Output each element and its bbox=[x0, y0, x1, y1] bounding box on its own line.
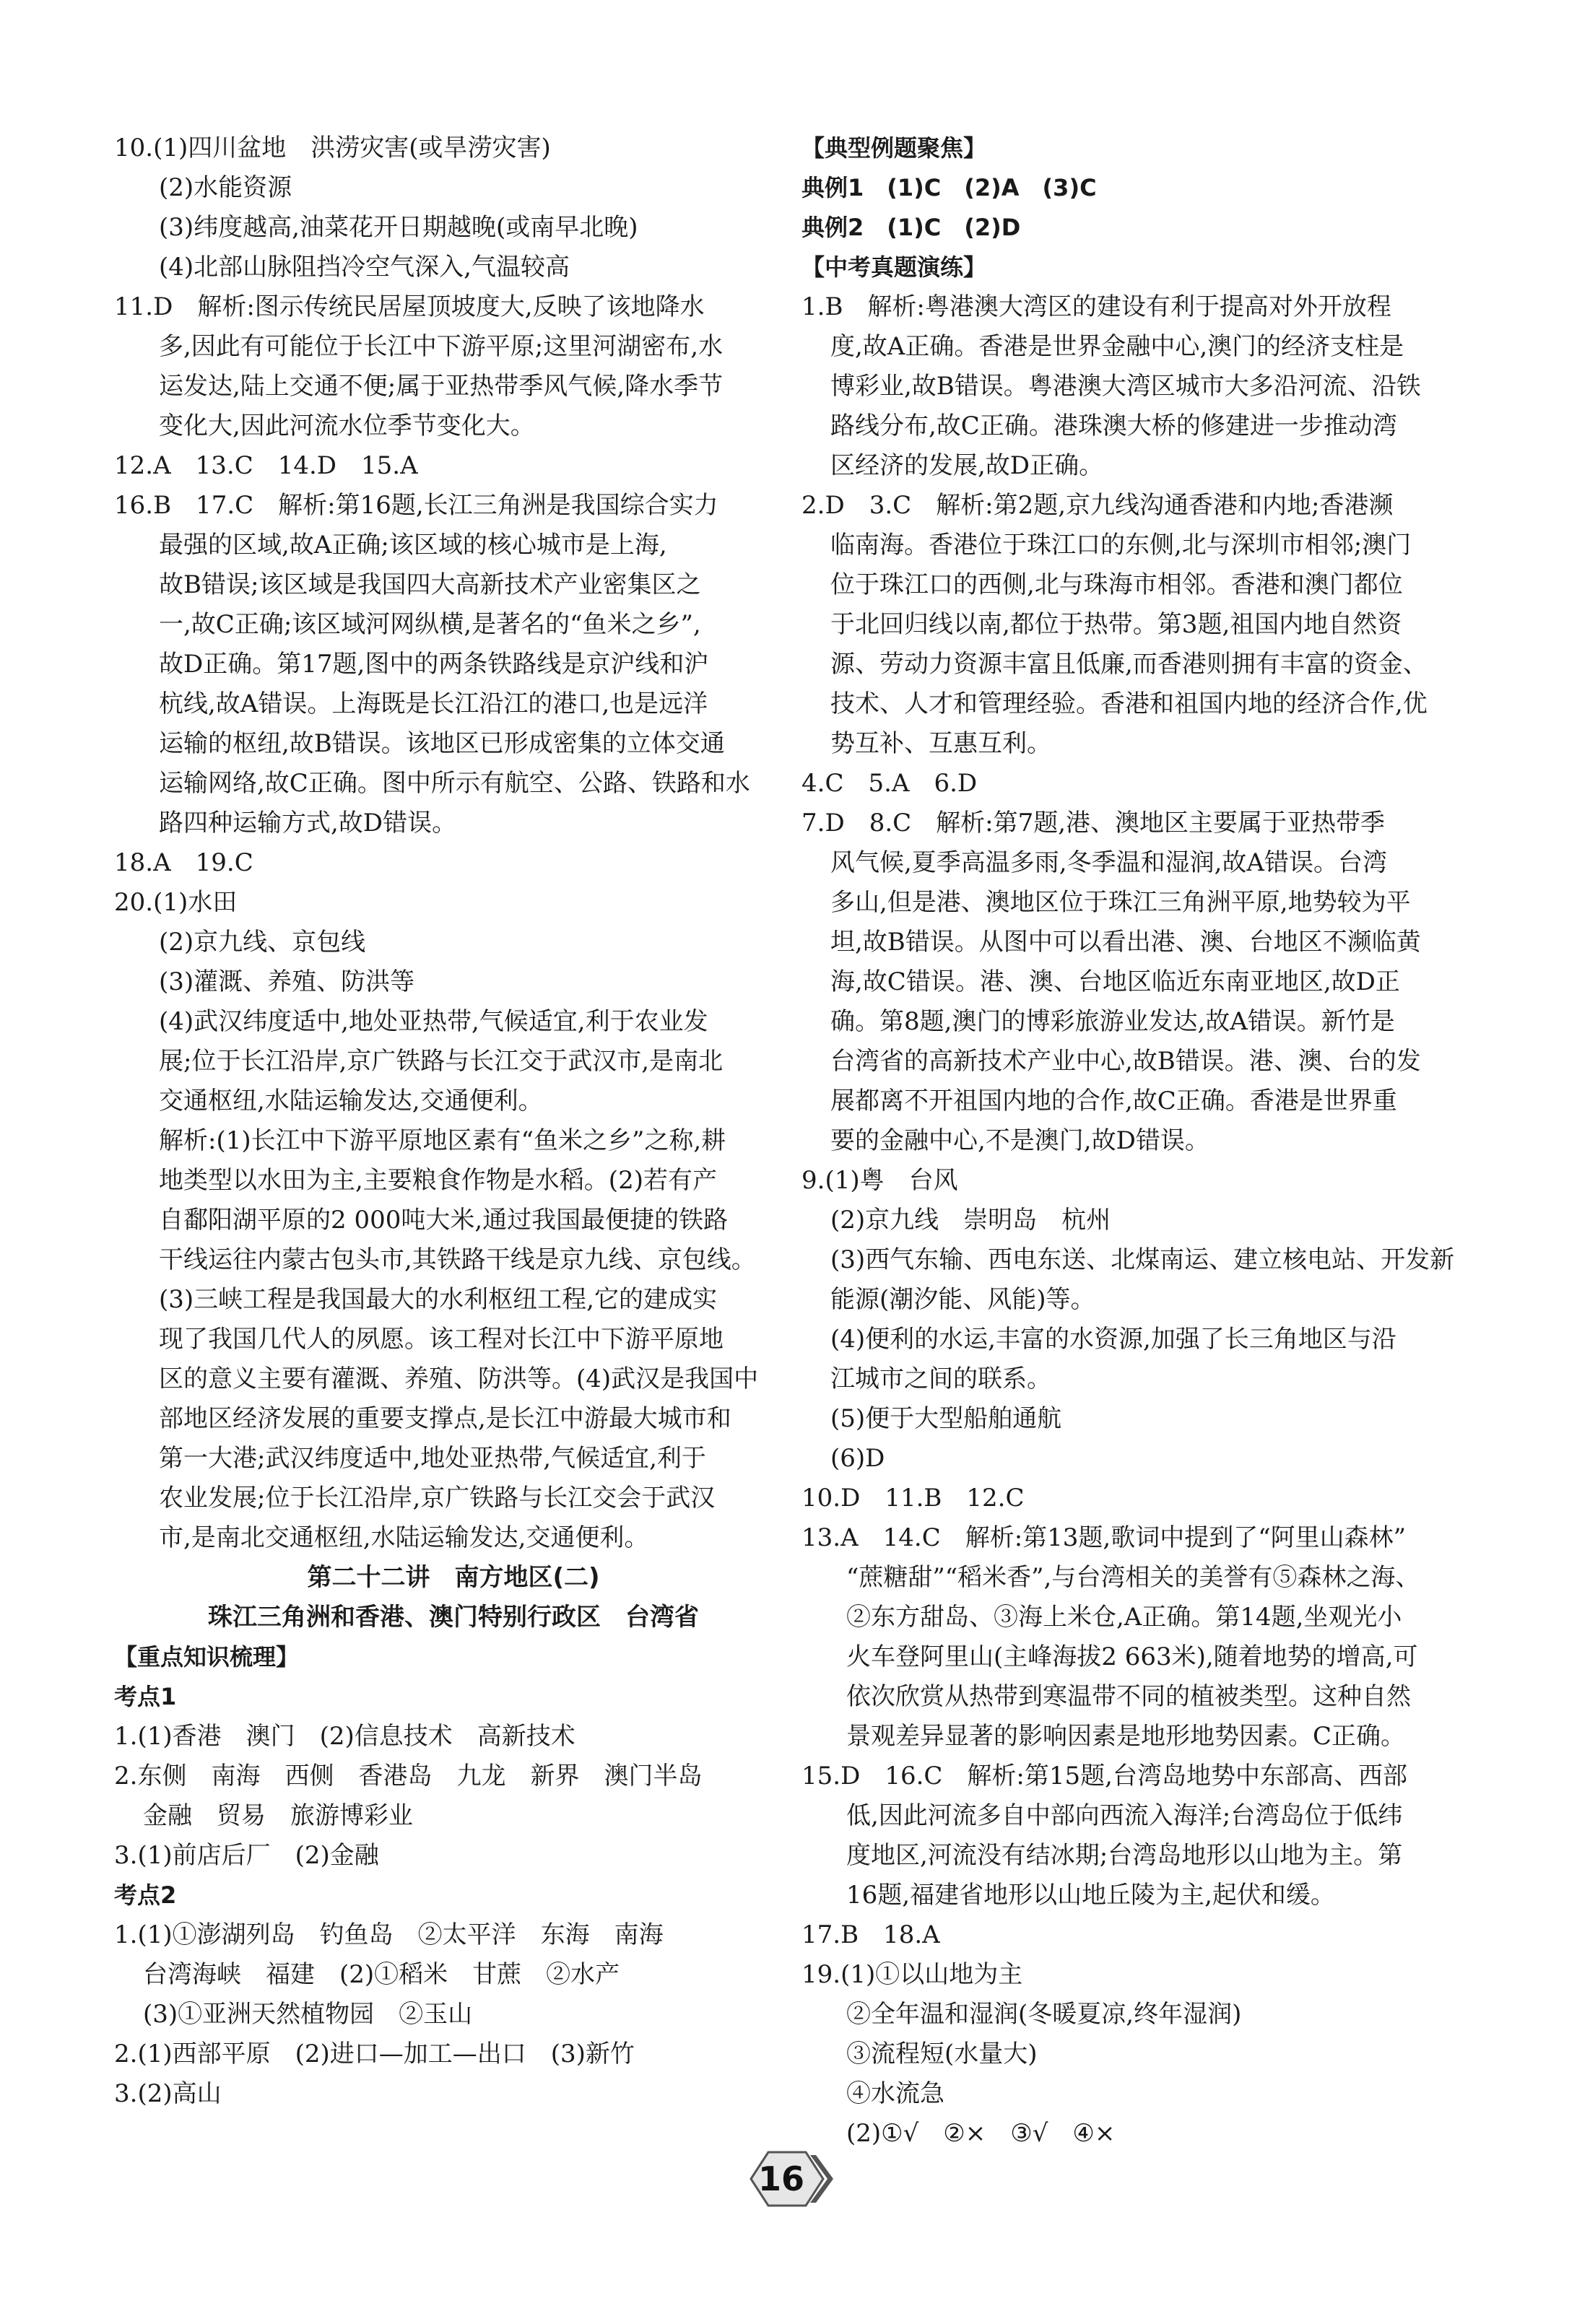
left-line: 18.A 19.C bbox=[114, 848, 253, 877]
right-line: 4.C 5.A 6.D bbox=[801, 769, 978, 798]
right-line: (2)京九线 崇明岛 杭州 bbox=[830, 1206, 1111, 1235]
left-line: (3)纬度越高,油菜花开日期越晚(或南早北晚) bbox=[159, 213, 638, 242]
left-line: 地类型以水田为主,主要粮食作物是水稻。(2)若有产 bbox=[159, 1166, 717, 1195]
right-line: 要的金融中心,不是澳门,故D错误。 bbox=[830, 1126, 1209, 1155]
right-line: 坦,故B错误。从图中可以看出港、澳、台地区不濒临黄 bbox=[830, 928, 1421, 957]
right-line: 13.A 14.C 解析:第13题,歌词中提到了“阿里山森林” bbox=[801, 1523, 1406, 1552]
left-line: (3)①亚洲天然植物园 ②玉山 bbox=[143, 2000, 473, 2029]
left-line: (2)水能资源 bbox=[159, 173, 292, 202]
left-line: 第二十二讲 南方地区(二) bbox=[307, 1563, 600, 1592]
left-line: 3.(1)前店后厂 (2)金融 bbox=[114, 1841, 379, 1870]
right-line: 典例1 (1)C (2)A (3)C bbox=[801, 174, 1097, 201]
left-line: (3)灌溉、养殖、防洪等 bbox=[159, 967, 415, 996]
left-line: (2)京九线、京包线 bbox=[159, 928, 366, 957]
left-line: 20.(1)水田 bbox=[114, 888, 238, 917]
left-line: 考点1 bbox=[114, 1683, 177, 1710]
right-line: (5)便于大型船舶通航 bbox=[830, 1404, 1062, 1433]
right-line: 江城市之间的联系。 bbox=[830, 1365, 1051, 1393]
left-line: (4)北部山脉阻挡冷空气深入,气温较高 bbox=[159, 253, 570, 282]
left-line: 杭线,故A错误。上海既是长江沿江的港口,也是远洋 bbox=[159, 689, 708, 718]
right-line: 势互补、互惠互利。 bbox=[830, 729, 1051, 758]
right-line: 19.(1)①以山地为主 bbox=[801, 1960, 1023, 1989]
left-line: 故D正确。第17题,图中的两条铁路线是京沪线和沪 bbox=[159, 650, 709, 679]
right-line: 9.(1)粤 台风 bbox=[801, 1166, 958, 1195]
page-number-badge bbox=[744, 2148, 833, 2210]
right-line: 低,因此河流多自中部向西流入海洋;台湾岛位于低纬 bbox=[846, 1801, 1403, 1830]
right-line: 1.B 解析:粤港澳大湾区的建设有利于提高对外开放程 bbox=[801, 292, 1391, 321]
left-line: 10.(1)四川盆地 洪涝灾害(或旱涝灾害) bbox=[114, 134, 551, 162]
right-line: ④水流急 bbox=[846, 2079, 944, 2108]
left-line: 故B错误;该区域是我国四大高新技术产业密集区之 bbox=[159, 570, 701, 599]
right-line: ②全年温和湿润(冬暖夏凉,终年湿润) bbox=[846, 2000, 1242, 2029]
left-line: 最强的区域,故A正确;该区域的核心城市是上海, bbox=[159, 531, 667, 560]
left-line: 一,故C正确;该区域河网纵横,是著名的“鱼米之乡”, bbox=[159, 610, 701, 639]
left-line: 2.(1)西部平原 (2)进口—加工—出口 (3)新竹 bbox=[114, 2040, 635, 2068]
right-line: 技术、人才和管理经验。香港和祖国内地的经济合作,优 bbox=[830, 689, 1428, 718]
left-line: 【重点知识梳理】 bbox=[114, 1643, 300, 1671]
left-line: 运输网络,故C正确。图中所示有航空、公路、铁路和水 bbox=[159, 769, 750, 798]
left-line: (4)武汉纬度适中,地处亚热带,气候适宜,利于农业发 bbox=[159, 1007, 708, 1036]
left-line: 第一大港;武汉纬度适中,地处亚热带,气候适宜,利于 bbox=[159, 1444, 706, 1473]
right-column bbox=[801, 129, 1473, 2154]
left-line: 变化大,因此河流水位季节变化大。 bbox=[159, 412, 535, 440]
right-line: 源、劳动力资源丰富且低廉,而香港则拥有丰富的资金、 bbox=[830, 650, 1428, 679]
right-line: (4)便利的水运,丰富的水资源,加强了长三角地区与沿 bbox=[830, 1325, 1396, 1354]
right-line: 16题,福建省地形以山地丘陵为主,起伏和缓。 bbox=[846, 1881, 1335, 1910]
right-line: 风气候,夏季高温多雨,冬季温和湿润,故A错误。台湾 bbox=[830, 848, 1387, 877]
left-line: 1.(1)①澎湖列岛 钓鱼岛 ②太平洋 东海 南海 bbox=[114, 1920, 664, 1949]
right-line: 确。第8题,澳门的博彩旅游业发达,故A错误。新竹是 bbox=[830, 1007, 1395, 1036]
right-line: (3)西气东输、西电东送、北煤南运、建立核电站、开发新 bbox=[830, 1245, 1455, 1274]
left-line: 考点2 bbox=[114, 1881, 177, 1909]
right-line: 度地区,河流没有结冰期;台湾岛地形以山地为主。第 bbox=[846, 1841, 1403, 1870]
right-line: 10.D 11.B 12.C bbox=[801, 1484, 1025, 1513]
left-column bbox=[114, 129, 793, 2114]
left-line: 路四种运输方式,故D错误。 bbox=[159, 809, 457, 837]
left-line: 运发达,陆上交通不便;属于亚热带季风气候,降水季节 bbox=[159, 372, 724, 401]
left-line: 12.A 13.C 14.D 15.A bbox=[114, 451, 418, 480]
left-line: 珠江三角洲和香港、澳门特别行政区 台湾省 bbox=[208, 1603, 699, 1632]
left-line: 3.(2)高山 bbox=[114, 2079, 222, 2108]
left-line: 金融 贸易 旅游博彩业 bbox=[143, 1801, 413, 1830]
left-line: 1.(1)香港 澳门 (2)信息技术 高新技术 bbox=[114, 1722, 575, 1751]
right-line: 能源(潮汐能、风能)等。 bbox=[830, 1285, 1095, 1314]
right-line: 景观差异显著的影响因素是地形地势因素。C正确。 bbox=[846, 1722, 1406, 1751]
right-line: (6)D bbox=[830, 1444, 885, 1473]
left-line: 运输的枢纽,故B错误。该地区已形成密集的立体交通 bbox=[159, 729, 725, 758]
right-line: 多山,但是港、澳地区位于珠江三角洲平原,地势较为平 bbox=[830, 888, 1411, 917]
left-line: 解析:(1)长江中下游平原地区素有“鱼米之乡”之称,耕 bbox=[159, 1126, 726, 1155]
left-line: (3)三峡工程是我国最大的水利枢纽工程,它的建成实 bbox=[159, 1285, 717, 1314]
right-line: “蔗糖甜”“稻米香”,与台湾相关的美誉有⑤森林之海、 bbox=[846, 1563, 1420, 1592]
right-line: 台湾省的高新技术产业中心,故B错误。港、澳、台的发 bbox=[830, 1047, 1421, 1076]
right-line: ②东方甜岛、③海上米仓,A正确。第14题,坐观光小 bbox=[846, 1603, 1402, 1632]
right-line: 于北回归线以南,都位于热带。第3题,祖国内地自然资 bbox=[830, 610, 1402, 639]
left-line: 区的意义主要有灌溉、养殖、防洪等。(4)武汉是我国中 bbox=[159, 1365, 759, 1393]
left-line: 部地区经济发展的重要支撑点,是长江中游最大城市和 bbox=[159, 1404, 731, 1433]
left-line: 市,是南北交通枢纽,水陆运输发达,交通便利。 bbox=[159, 1523, 649, 1552]
right-line: 【典型例题聚焦】 bbox=[801, 134, 987, 162]
right-line: 典例2 (1)C (2)D bbox=[801, 214, 1021, 241]
left-line: 16.B 17.C 解析:第16题,长江三角洲是我国综合实力 bbox=[114, 491, 718, 520]
right-line: 17.B 18.A bbox=[801, 1920, 940, 1949]
left-line: 农业发展;位于长江沿岸,京广铁路与长江交会于武汉 bbox=[159, 1484, 716, 1513]
right-line: 火车登阿里山(主峰海拔2 663米),随着地势的增高,可 bbox=[846, 1642, 1418, 1671]
right-line: 博彩业,故B错误。粤港澳大湾区城市大多沿河流、沿铁 bbox=[830, 372, 1421, 401]
right-line: 海,故C错误。港、澳、台地区临近东南亚地区,故D正 bbox=[830, 967, 1400, 996]
right-line: (2)①√ ②× ③√ ④× bbox=[846, 2119, 1116, 2148]
right-line: 路线分布,故C正确。港珠澳大桥的修建进一步推动湾 bbox=[830, 412, 1397, 440]
right-line: ③流程短(水量大) bbox=[846, 2040, 1038, 2068]
right-line: 2.D 3.C 解析:第2题,京九线沟通香港和内地;香港濒 bbox=[801, 491, 1394, 520]
page-number: 16 bbox=[757, 2159, 804, 2198]
left-line: 自鄱阳湖平原的2 000吨大米,通过我国最便捷的铁路 bbox=[159, 1206, 729, 1235]
left-line: 现了我国几代人的夙愿。该工程对长江中下游平原地 bbox=[159, 1325, 724, 1354]
left-line: 台湾海峡 福建 (2)①稻米 甘蔗 ②水产 bbox=[143, 1960, 620, 1989]
left-line: 展;位于长江沿岸,京广铁路与长江交于武汉市,是南北 bbox=[159, 1047, 724, 1076]
left-line: 2.东侧 南海 西侧 香港岛 九龙 新界 澳门半岛 bbox=[114, 1762, 703, 1790]
right-line: 7.D 8.C 解析:第7题,港、澳地区主要属于亚热带季 bbox=[801, 809, 1386, 837]
left-line: 11.D 解析:图示传统民居屋顶坡度大,反映了该地降水 bbox=[114, 292, 705, 321]
left-line: 干线运往内蒙古包头市,其铁路干线是京九线、京包线。 bbox=[159, 1245, 756, 1274]
right-line: 展都离不开祖国内地的合作,故C正确。香港是世界重 bbox=[830, 1087, 1397, 1115]
left-line: 交通枢纽,水陆运输发达,交通便利。 bbox=[159, 1087, 543, 1115]
right-line: 15.D 16.C 解析:第15题,台湾岛地势中东部高、西部 bbox=[801, 1762, 1407, 1790]
right-line: 依次欣赏从热带到寒温带不同的植被类型。这种自然 bbox=[846, 1682, 1411, 1711]
right-line: 度,故A正确。香港是世界金融中心,澳门的经济支柱是 bbox=[830, 332, 1404, 361]
right-line: 【中考真题演练】 bbox=[801, 253, 987, 281]
right-line: 临南海。香港位于珠江口的东侧,北与深圳市相邻;澳门 bbox=[830, 531, 1412, 560]
right-line: 位于珠江口的西侧,北与珠海市相邻。香港和澳门都位 bbox=[830, 570, 1403, 599]
left-line: 多,因此有可能位于长江中下游平原;这里河湖密布,水 bbox=[159, 332, 724, 361]
right-line: 区经济的发展,故D正确。 bbox=[830, 451, 1104, 480]
